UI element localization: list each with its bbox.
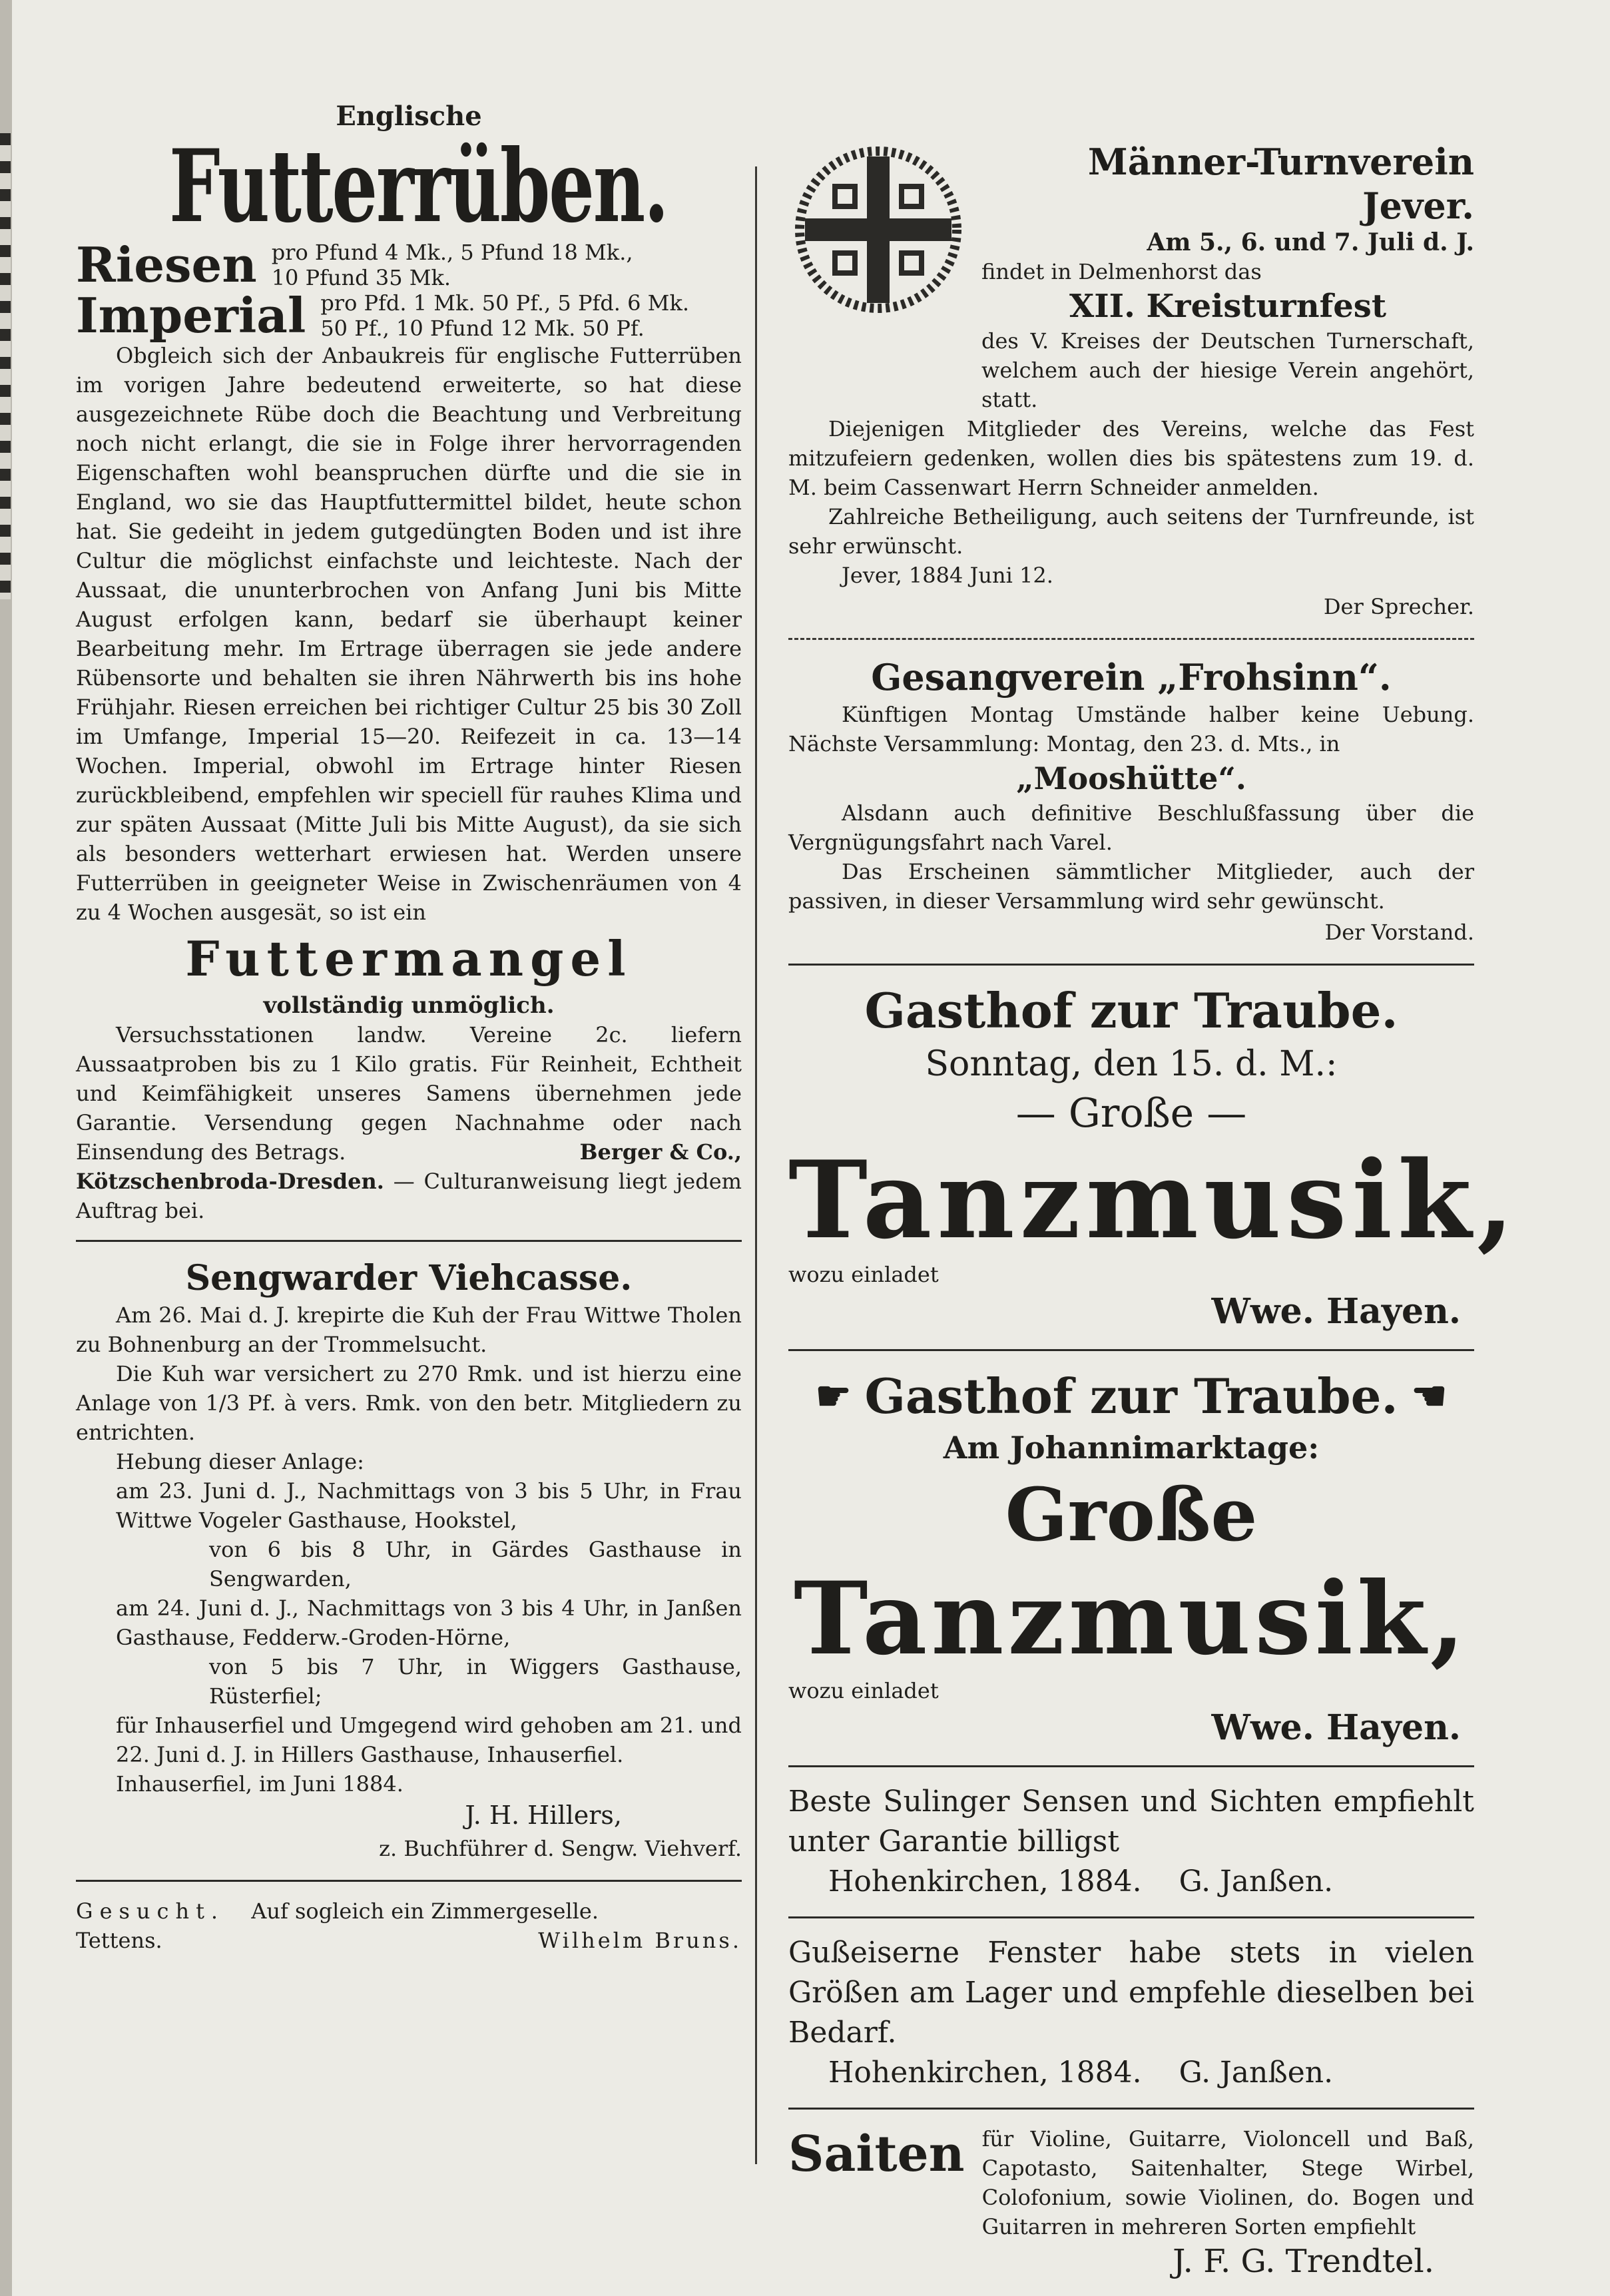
turnverein-text (981, 140, 1474, 414)
separator (788, 638, 1474, 640)
event-title: XII. Kreisturnfest (1069, 288, 1386, 325)
ornament-hand-right-icon: ☚ (1411, 1373, 1448, 1420)
event-headline: Tanzmusik, (788, 1137, 1519, 1263)
event-line: des V. Kreises der Deutschen Turnerschaft, welchem auch der hiesige Verein angehört, statt. (981, 328, 1474, 412)
place-signature: Hohenkirchen, 1884. G. Janßen. (828, 1865, 1334, 1898)
venue-name: „Mooshütte“. (1016, 760, 1246, 796)
firm-name: Berger & Co., (579, 1139, 742, 1165)
separator (76, 1240, 742, 1242)
price-riesen (76, 236, 742, 293)
ad-gesucht (76, 1896, 742, 1955)
event-grosse: — Große — (1015, 1090, 1247, 1137)
price-line: pro Pfd. 1 Mk. 50 Pf., 5 Pfd. 6 Mk. (320, 290, 689, 316)
ad-title: Gasthof zur Traube. (864, 1368, 1398, 1424)
separator (788, 1349, 1474, 1351)
separator (788, 964, 1474, 966)
ad-title: Futterrüben. (169, 128, 668, 245)
ad-paragraph: Die Kuh war versichert zu 270 Rmk. und ist hierzu eine Anlage von 1/3 Pf. à vers. Rmk. von den betr. Mitgliedern zu entrichten. (76, 1361, 742, 1445)
price-lines (320, 290, 689, 341)
price-line: pro Pfund 4 Mk., 5 Pfund 18 Mk., (271, 240, 633, 265)
ad-turnverein (788, 140, 1474, 623)
ad-sensen (788, 1782, 1474, 1902)
variety-name: Imperial (76, 287, 306, 344)
invite-text: wozu einladet (788, 1678, 939, 1703)
ad-pretitle: Englische (336, 101, 482, 132)
place: Tettens. (76, 1928, 162, 1953)
ad-keyword: Gesucht. (76, 1898, 225, 1924)
ad-body: Obgleich sich der Anbaukreis für englische Futterrüben im vorigen Jahre bedeutend erweiterte, so hat diese ausgezeichnete Rübe doch die Beachtung und Verbreitung noch nicht erlangt, die sie in Folge ihrer hervorragenden Eigenschaften wohl beanspruchen dürfte und die sie in England, wo sie das Hauptfuttermittel bildet, heute schon hat. Sie gedeiht in jedem gutgedüngten Boden und ist ihre Cultur die möglichst einfachste und leichteste. Nach der Aussaat, die ununterbrochen von Anfang Juni bis Mitte August erfolgen kann, bedarf sie überhaupt keiner Bearbeitung mehr. Im Ertrage überragen sie jede andere Rübensorte und behalten sie ihren Nährwerth bis ins hohe Frühjahr. Riesen erreichen bei richtiger Cultur 25 bis 30 Zoll im Umfange, Imperial 15—20. Reifezeit in ca. 13—14 Wochen. Imperial, obwohl im Ertrage hinter Riesen zurückbleibend, empfehlen wir speciell für rauhes Klima und zur späten Aussaat (Mitte Juli bis Mitte August), da sie sich als besonders wetterhart erwiesen hat. Werden unsere Futterrüben in geeigneter Weise in Zwischenräumen von 4 zu 4 Wochen ausgesät, so ist ein (76, 343, 742, 925)
ad-futterrueben (76, 100, 742, 1225)
left-column (76, 100, 742, 1955)
ad-title: Sengwarder Viehcasse. (185, 1258, 633, 1298)
schedule-item: am 23. Juni d. J., Nachmittags von 3 bis 5 Uhr, in Frau Wittwe Vogeler Gasthause, Hookstel, (116, 1478, 742, 1533)
ad-line (76, 1926, 742, 1955)
ad-paragraph: Das Erscheinen sämmtlicher Mitglieder, auch der passiven, in dieser Versammlung wird sehr gewünscht. (788, 859, 1474, 914)
schedule-item: von 6 bis 8 Uhr, in Gärdes Gasthause in Sengwarden, (209, 1537, 742, 1591)
event-dates: Am 5., 6. und 7. Juli d. J. (1147, 228, 1474, 256)
signature: Wwe. Hayen. (1211, 1707, 1461, 1748)
ad-viehcasse (76, 1257, 742, 1865)
place-date: Jever, 1884 Juni 12. (842, 563, 1053, 588)
event-line: findet in Delmenhorst das (981, 259, 1262, 284)
ad-line (76, 1896, 742, 1926)
right-column (788, 100, 1519, 2281)
ad-paragraph: Künftigen Montag Umstände halber keine Uebung. Nächste Versammlung: Montag, den 23. d. Mts., in (788, 702, 1474, 756)
ornament-hand-left-icon: ☛ (815, 1373, 852, 1420)
place-date: Inhauserfiel, im Juni 1884. (116, 1771, 403, 1797)
ad-fenster (788, 1933, 1474, 2093)
price-lines (272, 240, 633, 290)
saiten-row (788, 2124, 1474, 2241)
body-text: Versuchsstationen landw. Vereine 2c. liefern Aussaatproben bis zu 1 Kilo gratis. Für Reinheit, Echtheit und Keimfähigkeit unseres Samens übernehmen jede Garantie. Versendung gegen Nachnahme oder nach Einsendung des Betrags. (76, 1022, 742, 1165)
schedule-item: von 5 bis 7 Uhr, in Wiggers Gasthause, Rüsterfiel; (209, 1654, 742, 1709)
separator (788, 1765, 1474, 1767)
event-date: Am Johannimarktage: (943, 1430, 1320, 1466)
signature: Der Sprecher. (1323, 594, 1474, 619)
ad-paragraph: Diejenigen Mitglieder des Vereins, welche das Fest mitzufeiern gedenken, wollen dies bis spätestens zum 19. d. M. beim Cassenwart Herrn Schneider anmelden. (788, 416, 1474, 500)
event-grosse: Große (1005, 1472, 1258, 1558)
invite-text: wozu einladet (788, 1262, 939, 1287)
newspaper-page (49, 100, 1519, 2280)
ad-title: Saiten (788, 2126, 965, 2183)
ad-title: Gesangverein „Frohsinn“. (871, 656, 1392, 699)
price-imperial (76, 287, 742, 344)
ad-headline-mangel: Futtermangel (185, 930, 633, 987)
price-line: 50 Pf., 10 Pfund 12 Mk. 50 Pf. (320, 316, 645, 341)
firm-place: Kötzschenbroda-Dresden. (76, 1169, 384, 1194)
ad-text: Auf sogleich ein Zimmergeselle. (251, 1898, 599, 1924)
title-row (788, 1366, 1474, 1427)
schedule-item: am 24. Juni d. J., Nachmittags von 3 bis 4 Uhr, in Janßen Gasthause, Fedderw.-Groden-Hörne, (116, 1595, 742, 1650)
turnverein-head (788, 140, 1474, 414)
column-divider (755, 166, 757, 2164)
separator (76, 1880, 742, 1882)
ad-traube-johanni (788, 1366, 1474, 1751)
ad-text: Beste Sulinger Sensen und Sichten empfiehlt unter Garantie billigst (788, 1785, 1474, 1859)
ad-gesangverein (788, 655, 1474, 949)
schedule-item: für Inhauserfiel und Umgegend wird gehoben am 21. und 22. Juni d. J. in Hillers Gasthause, Inhauserfiel. (116, 1713, 742, 1767)
ad-text: für Violine, Guitarre, Violoncell und Baß, Capotasto, Saitenhalter, Stege Wirbel, Colofonium, sowie Violinen, do. Bogen und Guitarren in mehreren Sorten empfiehlt (981, 2126, 1474, 2239)
ad-body-3 (76, 1167, 742, 1225)
place-signature: Hohenkirchen, 1884. G. Janßen. (828, 2056, 1334, 2090)
ad-traube-sonntag (788, 980, 1519, 1334)
ad-subheadline: vollständig unmöglich. (263, 992, 555, 1019)
signature: J. F. G. Trendtel. (1173, 2243, 1434, 2280)
ad-paragraph: Alsdann auch definitive Beschlußfassung über die Vergnügungsfahrt nach Varel. (788, 800, 1474, 855)
signature: Der Vorstand. (1324, 920, 1474, 945)
signature: J. H. Hillers, (465, 1801, 622, 1830)
event-headline: Tanzmusik, (793, 1560, 1470, 1677)
turner-cross-emblem-icon (788, 140, 968, 320)
ad-saiten (788, 2124, 1474, 2281)
ad-title: Männer-Turnverein Jever. (1087, 141, 1474, 227)
signature-role: z. Buchführer d. Sengw. Viehverf. (379, 1836, 742, 1861)
body-text: — Culturanweisung liegt jedem Auftrag bei. (76, 1169, 742, 1223)
ad-paragraph: Am 26. Mai d. J. krepirte die Kuh der Frau Wittwe Tholen zu Bohnenburg an der Trommelsucht. (76, 1302, 742, 1357)
signature: Wilhelm Bruns. (538, 1928, 742, 1953)
variety-name: Riesen (76, 236, 257, 293)
signature: Wwe. Hayen. (1211, 1291, 1461, 1332)
ad-paragraph: Hebung dieser Anlage: (116, 1449, 364, 1474)
binding-holes (0, 133, 11, 599)
separator (788, 1916, 1474, 1918)
ad-paragraph: Zahlreiche Betheiligung, auch seitens der Turnfreunde, ist sehr erwünscht. (788, 504, 1474, 559)
separator (788, 2108, 1474, 2110)
ad-title: Gasthof zur Traube. (864, 982, 1398, 1039)
price-line: 10 Pfund 35 Mk. (271, 265, 451, 290)
ad-text: Gußeiserne Fenster habe stets in vielen Größen am Lager und empfehle dieselben bei Bedarf. (788, 1936, 1474, 2050)
event-date: Sonntag, den 15. d. M.: (925, 1044, 1338, 1084)
ad-body-2 (76, 1020, 742, 1167)
